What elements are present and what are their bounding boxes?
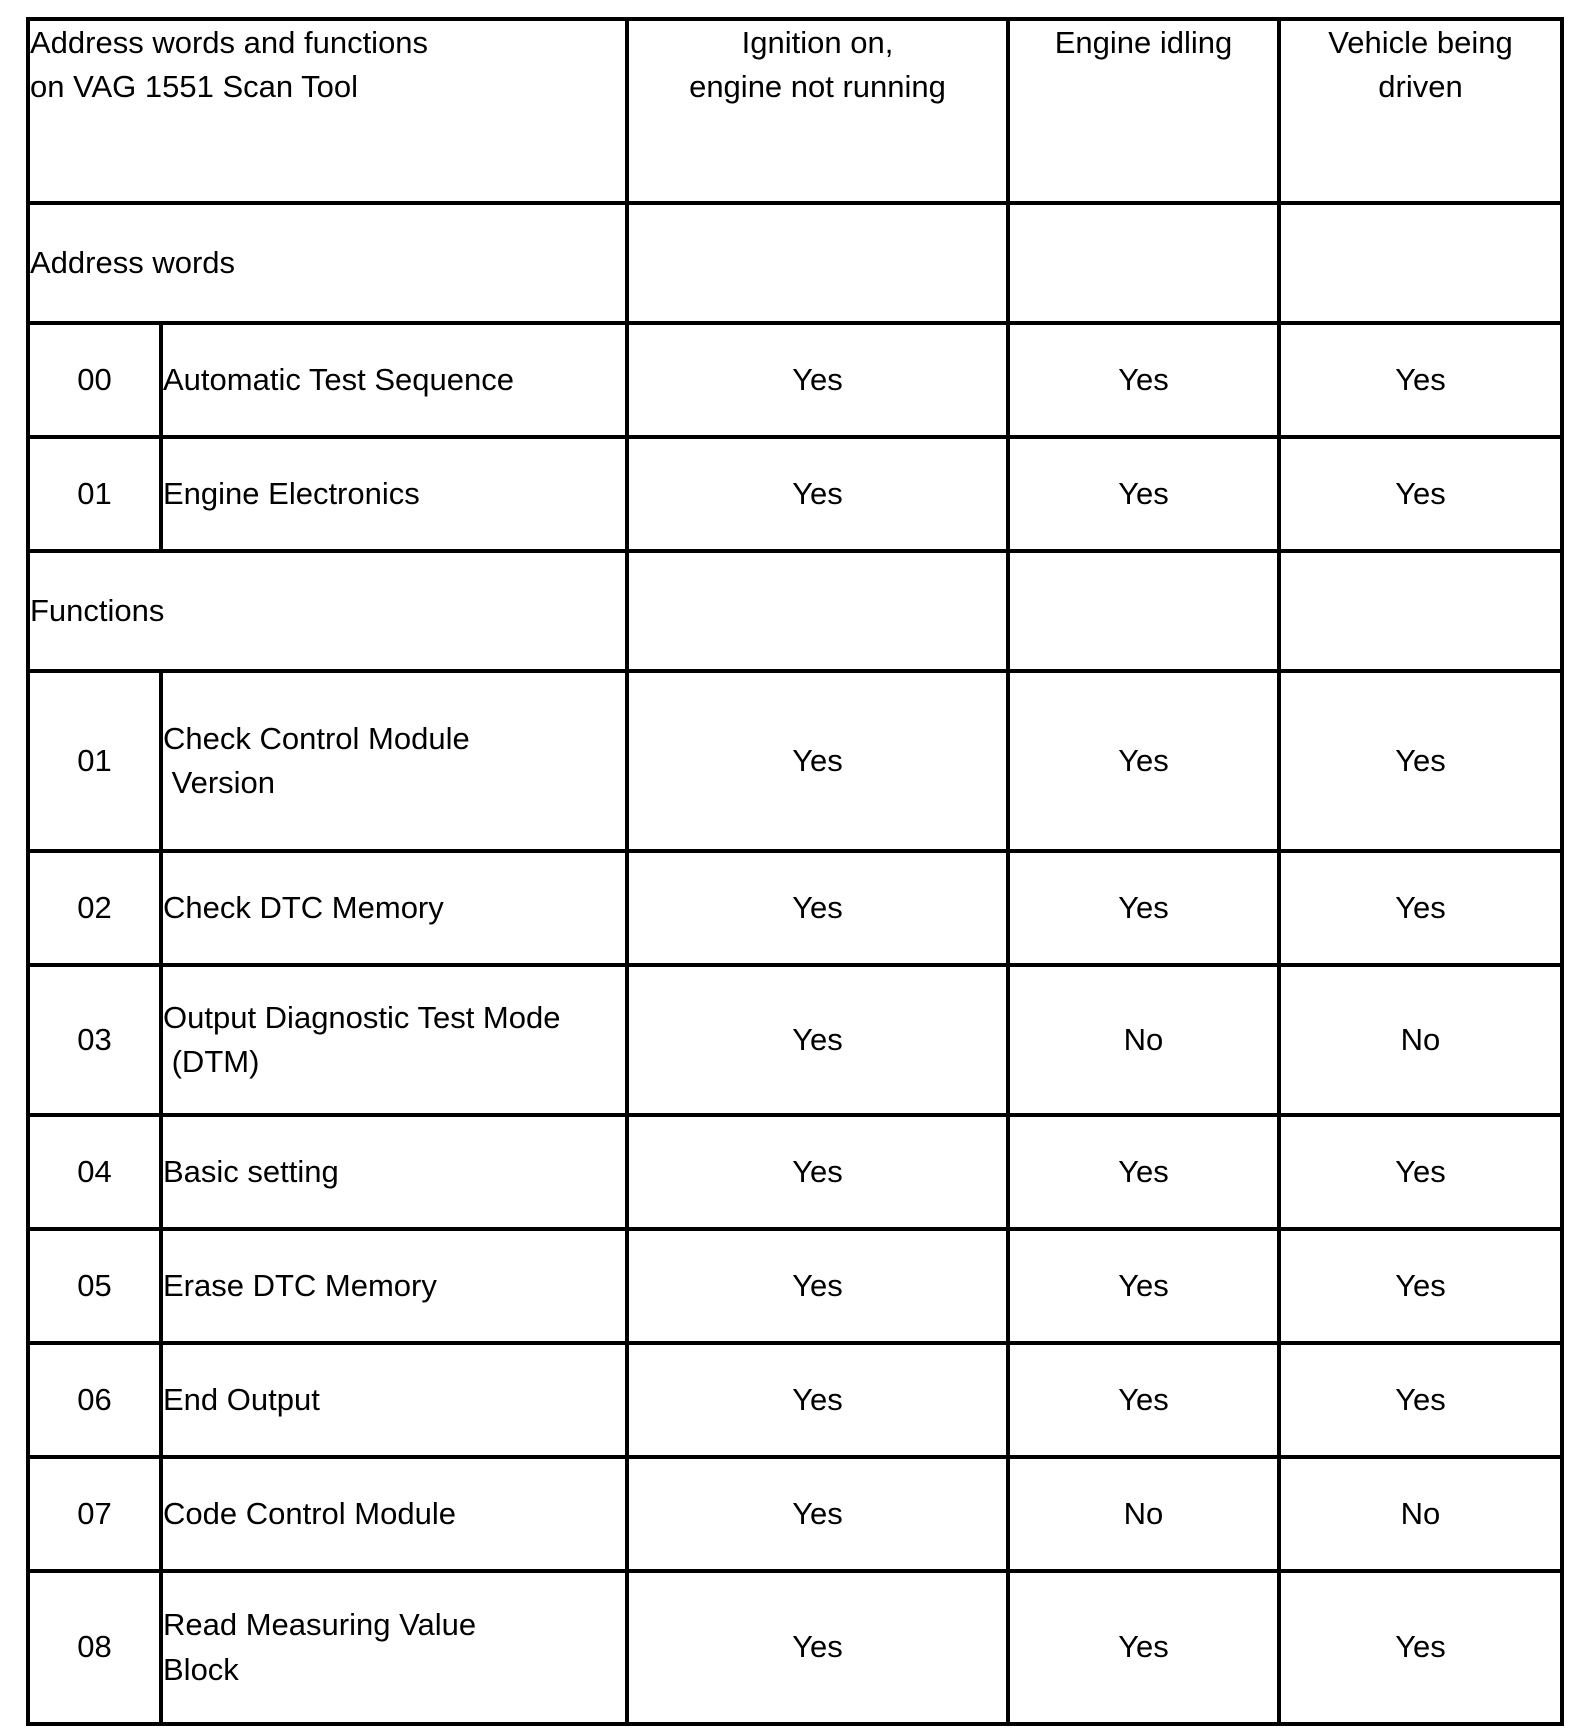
scan-tool-functions-table xyxy=(26,17,1564,1726)
section-label-functions: Functions xyxy=(28,551,627,671)
row-name-line: Version xyxy=(163,765,276,800)
header-engine-idling: Engine idling xyxy=(1008,19,1279,203)
row-name: End Output xyxy=(161,1343,627,1457)
table-row xyxy=(28,1229,1562,1343)
row-name: Engine Electronics xyxy=(161,437,627,551)
cell-driven: Yes xyxy=(1279,1229,1562,1343)
row-code: 04 xyxy=(28,1115,161,1229)
row-name-line: Output Diagnostic Test Mode xyxy=(163,999,561,1035)
row-name xyxy=(161,1571,627,1724)
empty-cell xyxy=(627,551,1008,671)
cell-driven: Yes xyxy=(1279,1115,1562,1229)
cell-idling: Yes xyxy=(1008,851,1279,965)
cell-ignition: Yes xyxy=(627,1343,1008,1457)
row-name-line: Read Measuring Value xyxy=(163,1607,477,1643)
row-code: 05 xyxy=(28,1229,161,1343)
table-row xyxy=(28,851,1562,965)
cell-driven: Yes xyxy=(1279,437,1562,551)
cell-driven: Yes xyxy=(1279,323,1562,437)
header-ignition-on: Ignition on, engine not running xyxy=(627,19,1008,203)
table-row xyxy=(28,965,1562,1115)
cell-ignition: Yes xyxy=(627,1115,1008,1229)
cell-ignition: Yes xyxy=(627,851,1008,965)
row-name xyxy=(161,671,627,851)
cell-ignition: Yes xyxy=(627,671,1008,851)
empty-cell xyxy=(1279,551,1562,671)
cell-idling: No xyxy=(1008,965,1279,1115)
header-address-words-functions: Address words and functions on VAG 1551 Scan Tool xyxy=(28,19,627,203)
cell-idling: Yes xyxy=(1008,437,1279,551)
cell-ignition: Yes xyxy=(627,1229,1008,1343)
table-header-row xyxy=(28,19,1562,203)
row-code: 07 xyxy=(28,1457,161,1571)
row-name: Basic setting xyxy=(161,1115,627,1229)
cell-driven: Yes xyxy=(1279,1571,1562,1724)
cell-idling: Yes xyxy=(1008,1571,1279,1724)
cell-driven: Yes xyxy=(1279,1343,1562,1457)
cell-ignition: Yes xyxy=(627,965,1008,1115)
row-name: Code Control Module xyxy=(161,1457,627,1571)
table-row xyxy=(28,671,1562,851)
header-vehicle-driven: Vehicle being driven xyxy=(1279,19,1562,203)
cell-ignition: Yes xyxy=(627,1571,1008,1724)
section-row-address-words xyxy=(28,203,1562,323)
cell-driven: No xyxy=(1279,965,1562,1115)
empty-cell xyxy=(1279,203,1562,323)
row-code: 01 xyxy=(28,437,161,551)
cell-idling: Yes xyxy=(1008,1115,1279,1229)
cell-idling: Yes xyxy=(1008,1229,1279,1343)
cell-idling: Yes xyxy=(1008,323,1279,437)
table-row xyxy=(28,437,1562,551)
table-row xyxy=(28,1115,1562,1229)
empty-cell xyxy=(1008,551,1279,671)
empty-cell xyxy=(1008,203,1279,323)
table-row xyxy=(28,323,1562,437)
row-code: 00 xyxy=(28,323,161,437)
table-row xyxy=(28,1457,1562,1571)
cell-driven: Yes xyxy=(1279,851,1562,965)
cell-driven: No xyxy=(1279,1457,1562,1571)
cell-idling: Yes xyxy=(1008,1343,1279,1457)
row-code: 02 xyxy=(28,851,161,965)
section-row-functions xyxy=(28,551,1562,671)
row-code: 08 xyxy=(28,1571,161,1724)
cell-idling: Yes xyxy=(1008,671,1279,851)
row-name-line: Check Control Module xyxy=(163,720,470,756)
row-code: 01 xyxy=(28,671,161,851)
cell-idling: No xyxy=(1008,1457,1279,1571)
cell-ignition: Yes xyxy=(627,323,1008,437)
row-name-line: (DTM) xyxy=(163,1044,260,1079)
row-code: 03 xyxy=(28,965,161,1115)
empty-cell xyxy=(627,203,1008,323)
row-name: Automatic Test Sequence xyxy=(161,323,627,437)
table-row xyxy=(28,1343,1562,1457)
row-name: Check DTC Memory xyxy=(161,851,627,965)
cell-ignition: Yes xyxy=(627,437,1008,551)
cell-driven: Yes xyxy=(1279,671,1562,851)
row-name-line: Block xyxy=(163,1651,239,1687)
section-label-address-words: Address words xyxy=(28,203,627,323)
cell-ignition: Yes xyxy=(627,1457,1008,1571)
table-row xyxy=(28,1571,1562,1724)
row-name xyxy=(161,965,627,1115)
row-name: Erase DTC Memory xyxy=(161,1229,627,1343)
row-code: 06 xyxy=(28,1343,161,1457)
